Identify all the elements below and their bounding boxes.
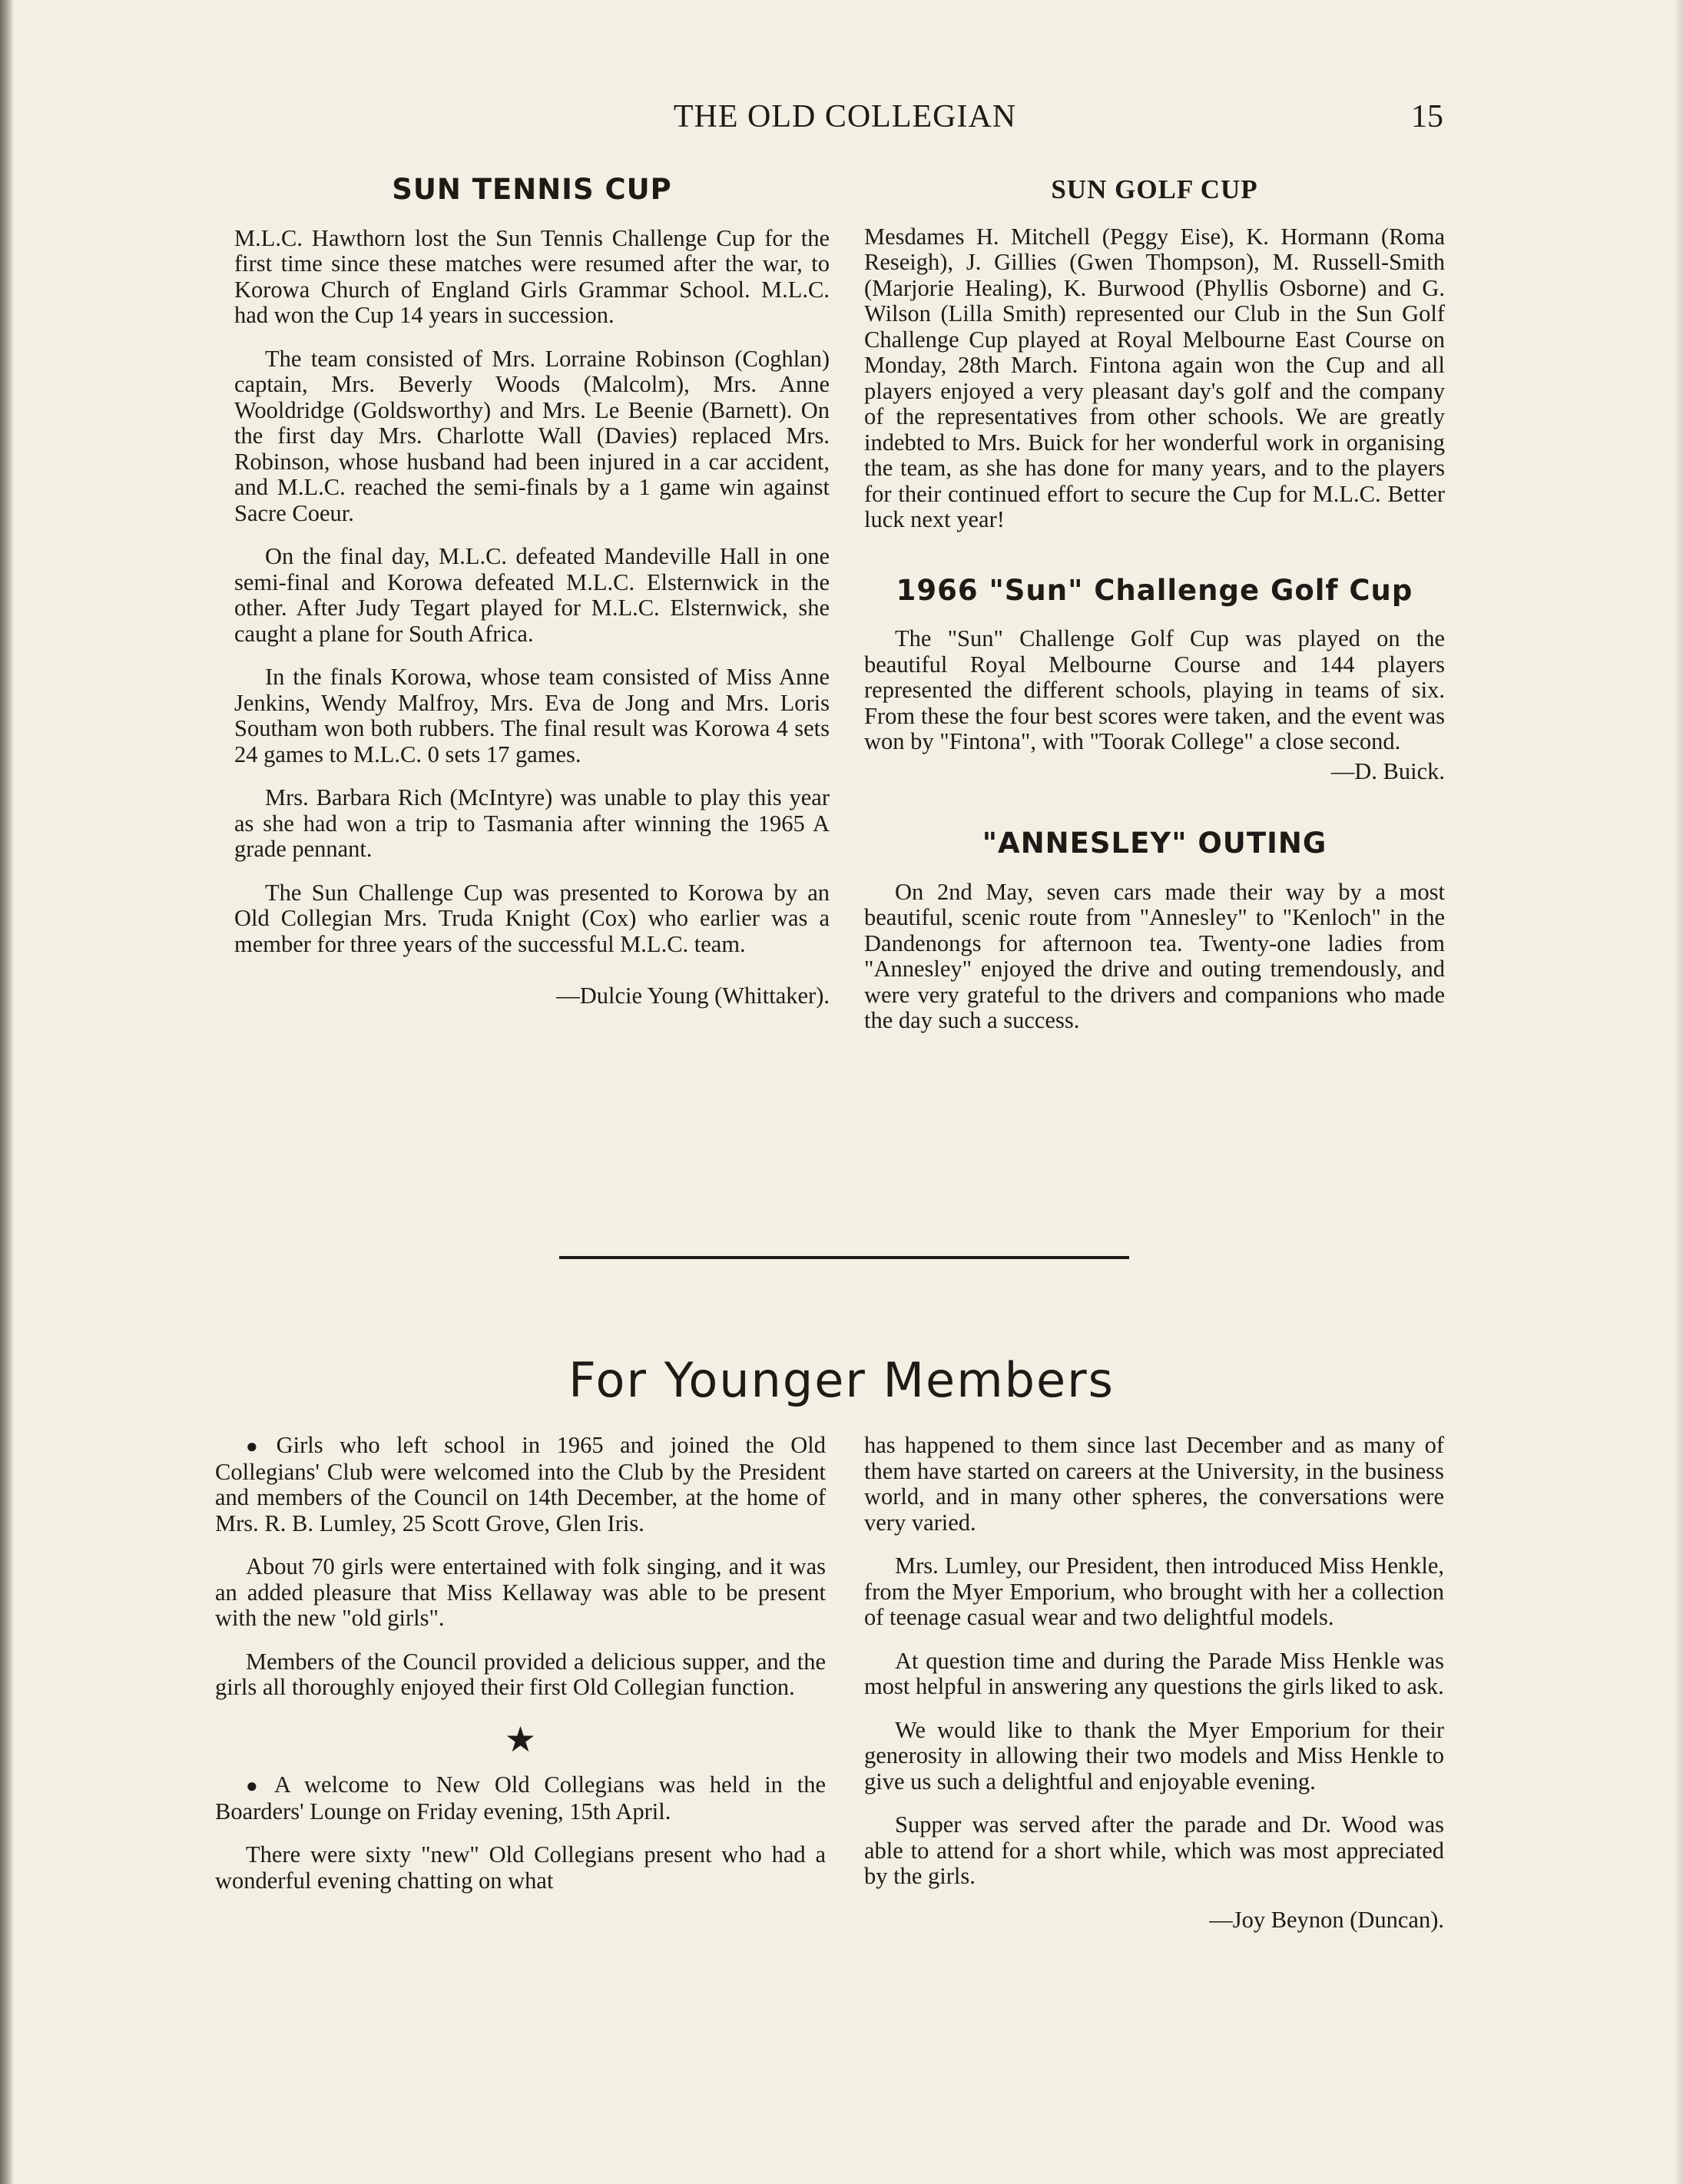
star-icon: ★: [504, 1719, 537, 1759]
younger-paragraph: ● Girls who left school in 1965 and joined the Old Collegians' Club were welcomed into the Club by the President and members of the Council on 14th December, at the home of Mrs. R. B. Lumley, 25 Scott Grove, Glen Iris.: [215, 1432, 826, 1536]
sun-tennis-signature: —Dulcie Young (Whittaker).: [556, 983, 830, 1009]
younger-members-title: For Younger Members: [568, 1352, 1115, 1408]
sun-tennis-paragraph: Mrs. Barbara Rich (McIntyre) was unable to play this year as she had won a trip to Tasmania after winning the 1965 A grade pennant.: [234, 784, 830, 862]
sun-golf-paragraph: Mesdames H. Mitchell (Peggy Eise), K. Hormann (Roma Reseigh), J. Gillies (Gwen Thompson), M. Russell-Smith (Marjorie Healing), K. Burwood (Phyllis Osborne) and G. Wilson (Lilla Smith) represented our Club in the Sun Golf Challenge Cup played at Royal Melbourne East Course on Monday, 28th March. Fintona again won the Cup and all players enjoyed a very pleasant day's golf and the company of the representatives from other schools. We are greatly indebted to Mrs. Buick for her wonderful work in organising the team, as she has done for many years, and to the players for their continued effort to secure the Cup for M.L.C. Better luck next year!: [864, 223, 1445, 532]
sun-tennis-paragraph: In the finals Korowa, whose team consisted of Miss Anne Jenkins, Wendy Malfroy, Mrs. Eva de Jong and Mrs. Loris Southam won both rubbers. The final result was Korowa 4 sets 24 games to M.L.C. 0 sets 17 games.: [234, 664, 830, 767]
younger-paragraph: There were sixty "new" Old Collegians present who had a wonderful evening chatting on what: [215, 1841, 826, 1894]
page-edge-shadow: [1674, 0, 1683, 2184]
younger-members-left-column: [215, 1433, 826, 1911]
bullet-icon: ●: [246, 1435, 269, 1457]
younger-paragraph: At question time and during the Parade Miss Henkle was most helpful in answering any questions the girls liked to ask.: [864, 1647, 1444, 1699]
younger-paragraph: Members of the Council provided a delicious supper, and the girls all thoroughly enjoyed their first Old Collegian function.: [215, 1648, 826, 1700]
annesley-heading: "ANNESLEY" OUTING: [982, 827, 1327, 860]
sun-tennis-article: [234, 173, 830, 1027]
younger-paragraph: Mrs. Lumley, our President, then introduced Miss Henkle, from the Myer Emporium, who brought with her a collection of teenage casual wear and two delightful models.: [864, 1553, 1444, 1630]
sun-tennis-paragraph: M.L.C. Hawthorn lost the Sun Tennis Challenge Cup for the first time since these matches were resumed after the war, to Korowa Church of England Girls Grammar School. M.L.C. had won the Cup 14 years in succession.: [234, 224, 830, 328]
younger-paragraph: About 70 girls were entertained with folk singing, and it was an added pleasure that Miss Kellaway was able to be present with the new "old girls".: [215, 1553, 826, 1631]
sun-golf-heading: SUN GOLF CUP: [1051, 174, 1258, 204]
right-column-articles: [864, 174, 1445, 1052]
sun-tennis-paragraph: The team consisted of Mrs. Lorraine Robinson (Coghlan) captain, Mrs. Beverly Woods (Malcolm), Mrs. Anne Wooldridge (Goldsworthy) and Mrs. Le Beenie (Barnett). On the first day Mrs. Charlotte Wall (Davies) replaced Mrs. Robinson, whose husband had been injured in a car accident, and M.L.C. reached the semi-finals by a 1 game win against Sacre Coeur.: [234, 345, 830, 526]
golf-1966-heading: 1966 "Sun" Challenge Golf Cup: [896, 573, 1413, 607]
younger-paragraph: We would like to thank the Myer Emporium for their generosity in allowing their two models and Miss Henkle to give us such a delightful and enjoyable evening.: [864, 1716, 1444, 1795]
sun-tennis-paragraph: On the final day, M.L.C. defeated Mandeville Hall in one semi-final and Korowa defeated M.L.C. Elsternwick in the other. After Judy Tegart played for M.L.C. Elsternwick, she caught a plane for South Africa.: [234, 543, 830, 647]
running-title: THE OLD COLLEGIAN: [673, 99, 1017, 134]
younger-signature: —Joy Beynon (Duncan).: [1209, 1906, 1444, 1933]
bullet-icon: ●: [246, 1775, 267, 1797]
page-gutter-shadow: [0, 0, 14, 2184]
annesley-paragraph: On 2nd May, seven cars made their way by a most beautiful, scenic route from "Annesley" to "Kenloch" in the Dandenongs for afternoon tea. Twenty-one ladies from "Annesley" enjoyed the drive and outing tremendously, and were very grateful to the drivers and companions who made the day such a success.: [864, 878, 1445, 1033]
sun-tennis-paragraph: The Sun Challenge Cup was presented to Korowa by an Old Collegian Mrs. Truda Knight (Cox) who earlier was a member for three years of the successful M.L.C. team.: [234, 879, 830, 957]
younger-paragraph: Supper was served after the parade and Dr. Wood was able to attend for a short while, which was most appreciated by the girls.: [864, 1811, 1444, 1889]
section-divider: [559, 1256, 1129, 1259]
younger-members-right-column: [864, 1433, 1444, 1950]
younger-paragraph: has happened to them since last December and as many of them have started on careers at the University, in the business world, and in many other spheres, the conversations were very varied.: [864, 1432, 1444, 1536]
golf-1966-signature: —D. Buick.: [1330, 757, 1445, 784]
younger-paragraph: ● A welcome to New Old Collegians was held in the Boarders' Lounge on Friday evening, 15th April.: [215, 1771, 826, 1824]
sun-tennis-heading: SUN TENNIS CUP: [392, 173, 672, 206]
page-number: 15: [1411, 99, 1443, 134]
golf-1966-paragraph: The "Sun" Challenge Golf Cup was played on the beautiful Royal Melbourne Course and 144 players represented the different schools, playing in teams of six. From these the four best scores were taken, and the event was won by "Fintona", with "Toorak College" a close second.: [864, 625, 1445, 754]
